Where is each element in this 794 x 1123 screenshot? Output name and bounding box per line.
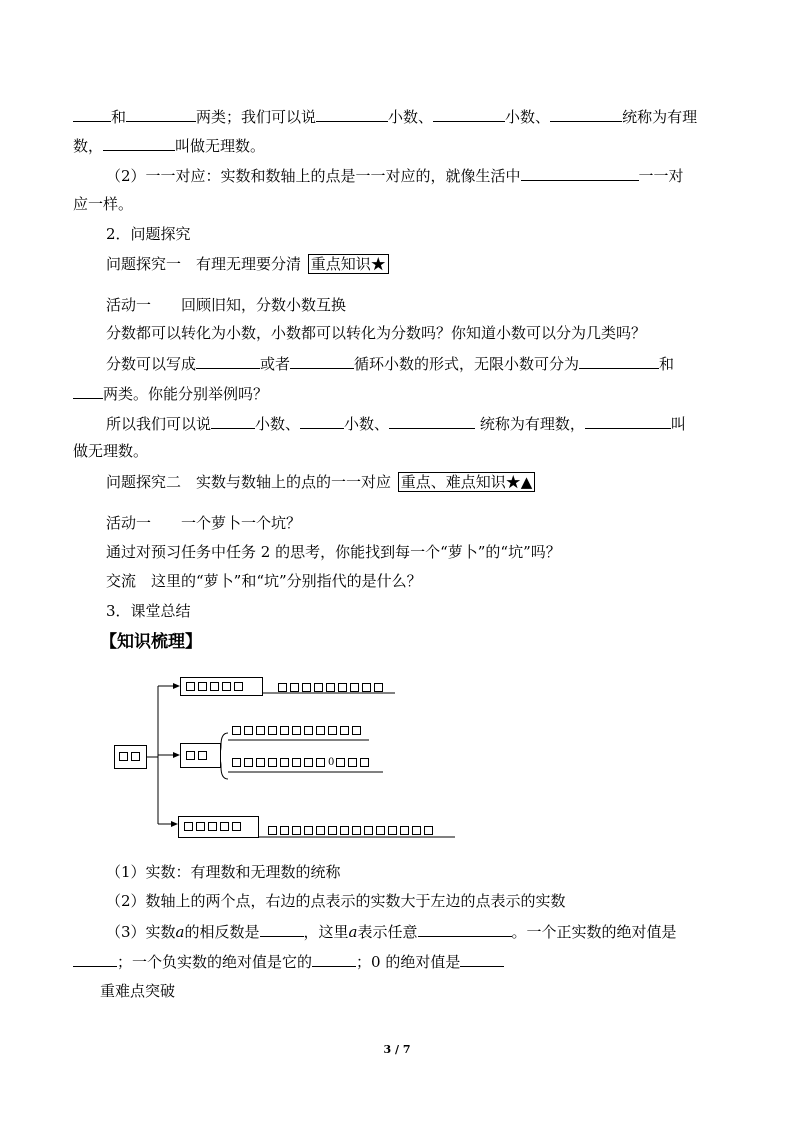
text: 表示任意 [357, 923, 418, 941]
summary-3 [106, 921, 677, 942]
diagram-text-top [278, 683, 386, 693]
knowledge-review-heading: 【知识梳理】 [100, 632, 202, 652]
difficulty-heading: 重难点突破 [100, 982, 176, 1000]
text: 叫 [670, 415, 686, 433]
text: 一一对 [638, 167, 684, 185]
text: （2）一一对应：实数和数轴上的点是一一对应的，就像生活中 [106, 167, 521, 185]
question-line: 分数都可以转化为小数，小数都可以转化为分数吗？你知道小数可以分为几类吗？ [106, 324, 647, 342]
section-heading-3: 3．课堂总结 [106, 602, 191, 620]
diagram-text-mid-1 [232, 726, 364, 736]
question-line-2: 通过对预习任务中任务 2 的思考，你能找到每一个“萝卜”的“坑”吗？ [106, 543, 561, 561]
page-number: 3 / 7 [383, 1043, 411, 1056]
diagram-box-bottom [178, 816, 259, 838]
blank[interactable] [73, 951, 117, 967]
text: 循环小数的形式，无限小数可分为 [354, 355, 580, 373]
text: 小数、 [388, 108, 434, 126]
diagram-text-bottom [268, 826, 436, 836]
text: 统称为有理 [622, 108, 698, 126]
diagram-root-box [114, 745, 147, 769]
text: 两类；我们可以说 [196, 108, 317, 126]
discussion-line: 交流 这里的“萝卜”和“坑”分别指代的是什么？ [106, 572, 422, 590]
text: 小数、 [505, 108, 551, 126]
text: 统称为有理数， [475, 415, 585, 433]
variable-a: a [348, 923, 358, 941]
zero-label: 0 [328, 757, 335, 768]
activity-1-heading: 活动一 回顾旧知，分数小数互换 [106, 296, 347, 314]
diagram-text-mid-2 [232, 758, 372, 768]
text: （3）实数 [106, 923, 176, 941]
text: 小数、 [344, 415, 390, 433]
summary-4 [73, 951, 504, 972]
text: 所以我们可以说 [106, 415, 212, 433]
text: 小数、 [255, 415, 301, 433]
text: 或者 [260, 355, 291, 373]
key-knowledge-tag: 重点知识★ [308, 254, 389, 274]
blank[interactable] [418, 921, 512, 937]
text: 和 [659, 355, 675, 373]
blank[interactable] [460, 951, 504, 967]
diagram-box-middle [180, 743, 221, 768]
text-line-4: 应一样。 [73, 195, 134, 213]
text: 。一个正实数的绝对值是 [511, 923, 677, 941]
variable-a: a [175, 923, 185, 941]
summary-2: （2）数轴上的两个点，右边的点表示的实数大于左边的点表示的实数 [106, 892, 566, 910]
text: 分数可以写成 [106, 355, 197, 373]
text-line-12: 做无理数。 [73, 442, 149, 460]
text: ；一个负实数的绝对值是它的 [117, 953, 313, 971]
text: 叫做无理数。 [175, 137, 266, 155]
text: 两类。你能分别举例吗？ [103, 385, 269, 403]
activity-1-heading-2: 活动一 一个萝卜一个坑？ [106, 514, 302, 532]
text: 问题探究一 有理无理要分清 [106, 255, 302, 273]
blank[interactable] [260, 921, 304, 937]
diagram-box-top [180, 677, 263, 696]
text: 数， [73, 137, 104, 155]
text: 和 [111, 108, 127, 126]
summary-1: （1）实数：有理数和无理数的统称 [106, 863, 341, 881]
section-heading-2: 2．问题探究 [106, 225, 191, 243]
text: 问题探究二 实数与数轴上的点的一一对应 [106, 473, 392, 491]
text: ；0 的绝对值是 [356, 953, 461, 971]
text: 的相反数是 [184, 923, 260, 941]
text: ，这里 [303, 923, 349, 941]
key-difficult-tag: 重点、难点知识★▲ [398, 472, 536, 492]
blank[interactable] [312, 951, 356, 967]
